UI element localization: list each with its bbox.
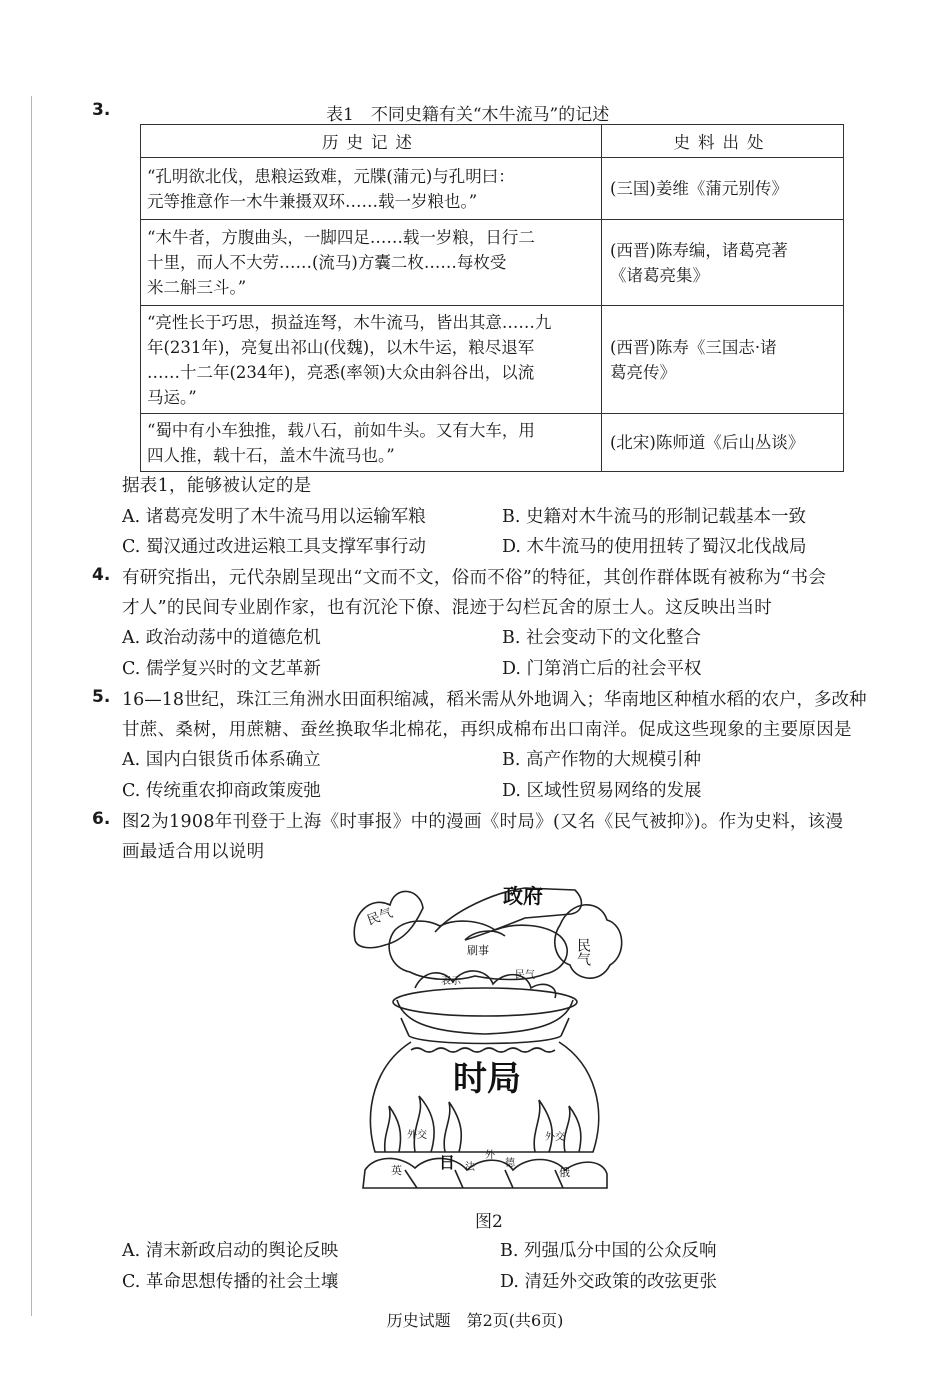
header-history-records: 历史记述 [141,125,602,158]
fire-label: 外交 [545,1132,565,1143]
record-line: 马运。” [147,387,197,407]
q6-option-d[interactable]: D. 清廷外交政策的改弦更张 [500,1272,718,1292]
record-line: 四人推，载十石，盖木牛流马也。” [147,445,395,465]
record-text-cell [141,220,602,306]
q3-option-b[interactable]: B. 史籍对木牛流马的形制记载基本一致 [502,507,806,527]
fire-label: 外交 [407,1130,427,1141]
q4-number: 4. [92,565,111,585]
source-line: (西晋)陈寿编，诸葛亮著 [610,240,788,260]
q3-option-c[interactable]: C. 蜀汉通过改进运粮工具支撑军事行动 [122,537,426,557]
header-source: 史料出处 [602,125,844,158]
q3-table-title: 表1 不同史籍有关“木牛流马”的记述 [326,105,610,125]
source-cell [602,306,844,414]
jar-label: 时局 [453,1059,521,1099]
record-line: “木牛者，方腹曲头，一脚四足……载一岁粮，日行二 [147,228,535,247]
q4-option-c[interactable]: C. 儒学复兴时的文艺革新 [122,659,321,679]
table-row [141,306,844,414]
q4-option-a[interactable]: A. 政治动荡中的道德危机 [122,628,321,648]
fire-label: 俄 [559,1166,570,1179]
source-line: 葛亮传》 [610,362,676,382]
q5-stem-line: 16—18世纪，珠江三角洲水田面积缩减，稻米需从外地调入；华南地区种植水稻的农户，多改种 [122,690,867,710]
q6-option-b[interactable]: B. 列强瓜分中国的公众反响 [500,1241,717,1261]
record-line: 十里，而人不大劳……(流马)方囊二枚……每枚受 [147,253,507,272]
q6-number: 6. [92,809,111,829]
record-line: “亮性长于巧思，损益连弩，木牛流马，皆出其意……九 [147,312,552,332]
table-row [141,158,844,220]
fire-label: 德 [505,1158,515,1169]
fire-label: 日 [439,1153,456,1172]
q5-option-a[interactable]: A. 国内白银货币体系确立 [122,750,321,770]
q3-number: 3. [92,100,111,120]
record-text-cell [141,306,602,414]
q6-stem-line: 画最适合用以说明 [122,842,265,862]
source-cell [602,414,844,472]
q5-option-d[interactable]: D. 区域性贸易网络的发展 [502,781,702,801]
left-steam-label: 民气 [365,905,395,929]
source-cell [602,158,844,220]
source-line: 《诸葛亮集》 [610,265,709,285]
cartoon-drawing [354,888,621,1188]
source-line: (北宋)陈师道《后山丛谈》 [610,433,805,452]
record-line: 年(231年)，亮复出祁山(伐魏)，以木牛运，粮尽退军 [147,337,535,357]
q4-option-d[interactable]: D. 门第消亡后的社会平权 [502,659,702,679]
q5-number: 5. [92,687,111,707]
political-cartoon-figure [345,870,630,1195]
q3-option-d[interactable]: D. 木牛流马的使用扭转了蜀汉北伐战局 [502,537,807,557]
left-margin-line [31,96,32,1316]
source-line: (三国)姜维《蒲元别传》 [610,179,788,198]
q3-option-a[interactable]: A. 诸葛亮发明了木牛流马用以运输军粮 [122,507,426,527]
table-header-row [141,125,844,158]
q4-stem-line: 才人”的民间专业剧作家，也有沉沦下僚、混迹于勾栏瓦舍的原士人。这反映出当时 [122,598,773,618]
source-cell [602,220,844,306]
center-label: 刷事 [467,944,489,957]
record-text-cell [141,158,602,220]
q3-history-table [140,124,844,472]
q3-stem: 据表1，能够被认定的是 [122,476,312,496]
q5-option-c[interactable]: C. 传统重农抑商政策废弛 [122,781,321,801]
lid-label: 政府 [503,884,543,908]
table-row [141,414,844,472]
figure-caption: 图2 [475,1212,503,1232]
record-line: 米二斛三斗。” [147,278,247,297]
record-text-cell [141,414,602,472]
fire-label: 英 [391,1164,402,1177]
record-line: 元等推意作一木牛兼摄双环……载一岁粮也。” [147,191,478,211]
q5-option-b[interactable]: B. 高产作物的大规模引种 [502,750,701,770]
record-line: “蜀中有小车独推，载八石，前如牛头。又有大车，用 [147,420,535,440]
q6-option-a[interactable]: A. 清末新政启动的舆论反映 [122,1241,339,1261]
fire-label: 外 [485,1150,495,1161]
record-line: ……十二年(234年)，亮悉(率领)大众由斜谷出，以流 [147,362,535,382]
bowl-left-label: 表示 [441,976,461,987]
page-footer: 历史试题 第2页(共6页) [386,1311,564,1330]
q4-option-b[interactable]: B. 社会变动下的文化整合 [502,628,701,648]
bowl-right-label: 民气 [515,970,535,981]
q4-stem-line: 有研究指出，元代杂剧呈现出“文而不文，俗而不俗”的特征，其创作群体既有被称为“书会 [122,568,827,588]
cartoon-labels [365,884,591,1179]
q6-option-c[interactable]: C. 革命思想传播的社会土壤 [122,1272,339,1292]
q5-stem-line: 甘蔗、桑树，用蔗糖、蚕丝换取华北棉花，再织成棉布出口南洋。促成这些现象的主要原因是 [122,720,852,740]
q6-stem-line: 图2为1908年刊登于上海《时事报》中的漫画《时局》(又名《民气被抑》)。作为史料，该漫 [122,812,844,832]
table-row [141,220,844,306]
source-line: (西晋)陈寿《三国志·诸 [610,337,777,357]
record-line: “孔明欲北伐，患粮运致难，元牒(蒲元)与孔明曰： [147,166,515,186]
right-steam-label: 民气 [575,938,591,966]
fire-label: 法 [465,1162,475,1173]
